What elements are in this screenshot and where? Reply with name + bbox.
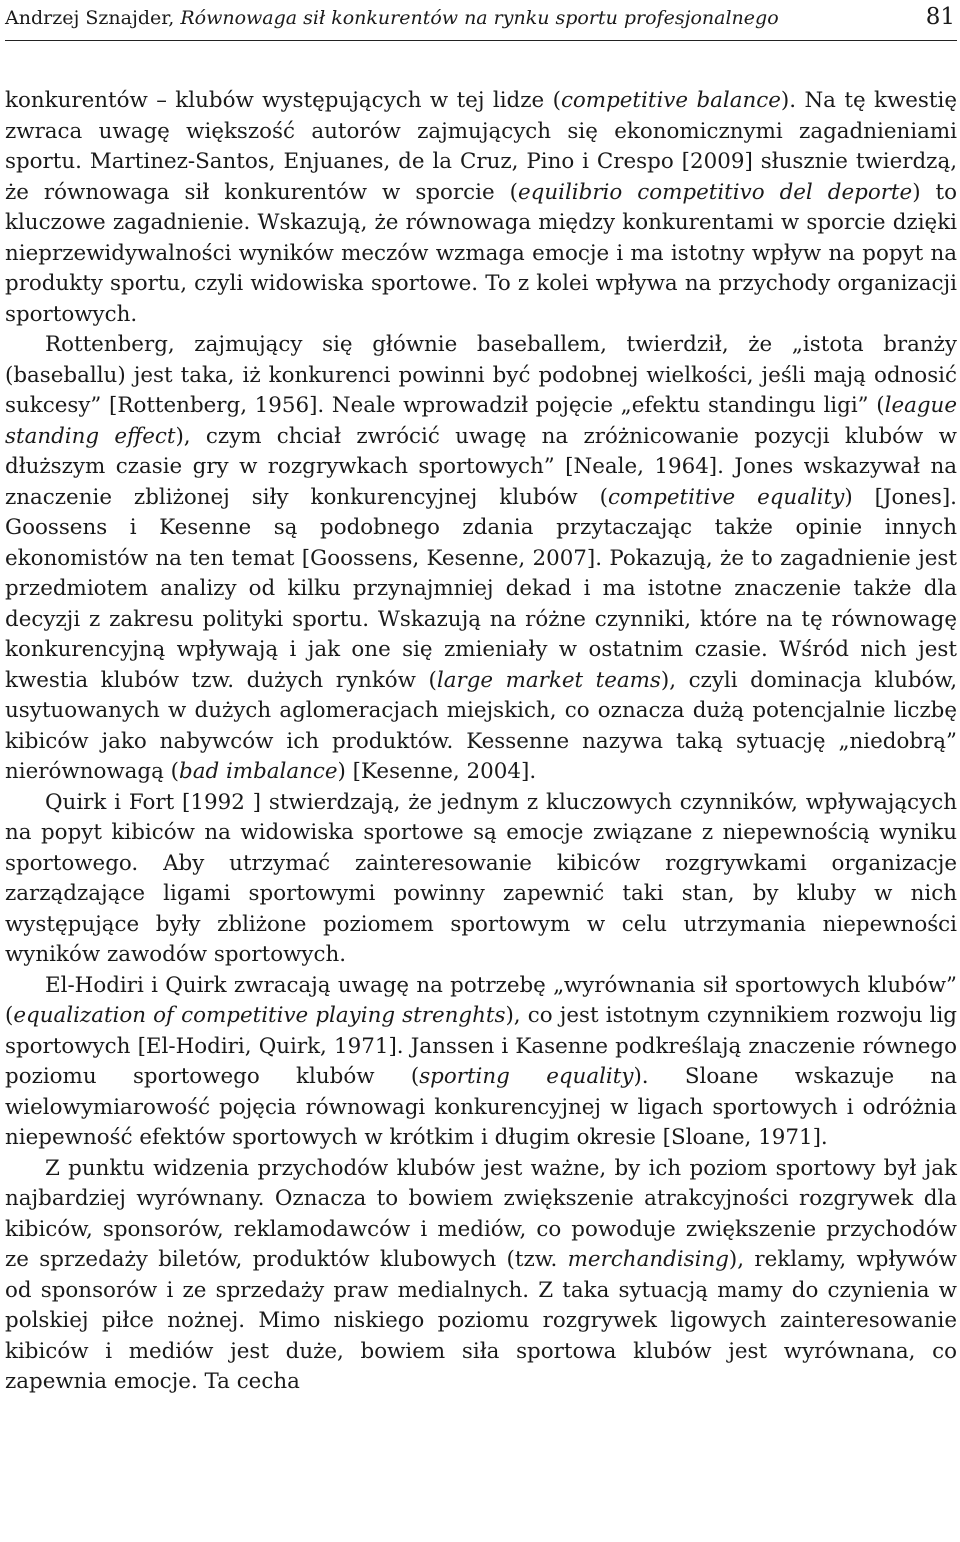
paragraph — [5, 86, 957, 330]
header-citation — [5, 3, 779, 33]
text-run: ), czym chciał zwrócić uwagę na zróżnicowanie pozycji klubów w dłuższym czasie gry w rozgrywkach sportowych” [Neale, 1964]. Jones wskazywał na znaczenie zbliżonej siły konkurencyjnej klubów ( — [5, 423, 957, 510]
italic-term: large market teams — [436, 667, 661, 693]
italic-term: equilibrio competitivo del deporte — [517, 179, 913, 205]
text-run: ) [Jones]. Goossens i Kesenne są podobnego zdania przytaczając także opinie innych ekonomistów na ten temat [Goossens, Kesenne, 2007]. Pokazują, że to zagadnienie jest przedmiotem analizy od kilku przynajmniej dekad i ma istotne znaczenie także dla decyzji z zakresu polityki sportu. Wskazują na różne czynniki, które na tę równowagę konkurencyjną wpływają i jak one się zmieniały w ostatnim czasie. Wśród nich jest kwestia klubów tzw. dużych rynków ( — [5, 484, 957, 693]
text-run: ) [Kesenne, 2004]. — [337, 759, 537, 784]
italic-term: competitive equality — [608, 484, 845, 510]
page-number: 81 — [925, 4, 955, 30]
text-run: Z punktu widzenia przychodów klubów jest ważne, by ich poziom sportowy był jak najbardziej wyrównany. Oznacza to bowiem zwiększenie atrakcyjności rozgrywek dla kibiców, sponsorów, reklamodawców i mediów, co powoduje zwiększenie przychodów ze sprzedaży biletów, produktów klubowych (tzw. — [5, 1155, 957, 1272]
text-run: Quirk i Fort [1992 ] stwierdzają, że jednym z kluczowych czynników, wpływających na popyt kibiców na widowiska sportowe są emocje związane z niepewnością wyniku sportowego. Aby utrzymać zainteresowanie kibiców rozgrywkami organizacje zarządzające ligami sportowymi powinny zapewnić taki stan, by kluby w nich występujące były zbliżone poziomem sportowym w celu utrzymania niepewności wyników zawodów sportowych. — [5, 789, 957, 967]
italic-term: league standing effect — [5, 393, 957, 449]
text-run: ), czyli dominacja klubów, usytuowanych w dużych aglomeracjach miejskich, co oznacza dużą potencjalnie liczbę kibiców jako nabywców ich produktów. Kessenne nazywa taką sytuację „niedobrą” nierównowagą ( — [5, 667, 957, 784]
text-run: ). Sloane wskazuje na wielowymiarowość pojęcia równowagi konkurencyjnej w ligach sportowych i odróżnia niepewność efektów sportowych w krótkim i długim okresie [Sloane, 1971]. — [5, 1064, 957, 1150]
text-run: Rottenberg, zajmujący się głównie baseballem, twierdził, że „istota branży (baseballu) jest taka, iż konkurenci powinni być podobnej wielkości, jeśli mają odnosić sukcesy” [Rottenberg, 1956]. Neale wprowadził pojęcie „efektu standingu ligi” ( — [5, 332, 957, 418]
paragraph — [5, 788, 957, 971]
italic-term: equalization of competitive playing strenghts — [13, 1003, 506, 1028]
text-run: El-Hodiri i Quirk zwracają uwagę na potrzebę „wyrównania sił sportowych klubów” ( — [5, 972, 957, 1028]
italic-term: competitive balance — [560, 88, 781, 113]
text-run: ) to kluczowe zagadnienie. Wskazują, że równowaga między konkurentami w sporcie dzięki nieprzewidywalności wyników meczów wzmaga emocje i ma istotny wpływ na popyt na produkty sportu, czyli widowiska sportowe. To z kolei wpływa na przychody organizacji sportowych. — [5, 179, 958, 327]
italic-term: bad imbalance — [179, 759, 338, 784]
text-run: ). Na tę kwestię zwraca uwagę większość autorów zajmujących się ekonomicznymi zagadnieniami sportu. Martinez-Santos, Enjuanes, de la Cruz, Pino i Crespo [2009] słusznie twierdzą, że równowaga sił konkurentów w sporcie ( — [5, 88, 958, 205]
document-page — [5, 0, 957, 1398]
text-run: ), reklamy, wpływów od sponsorów i ze sprzedaży praw medialnych. Z taka sytuacją mamy do czynienia w polskiej piłce nożnej. Mimo niskiego poziomu rozgrywek ligowych zainteresowanie kibiców i mediów jest duże, bowiem siła sportowa klubów jest wyrównana, co zapewnia emocje. Ta cecha — [5, 1247, 957, 1394]
header-author: Andrzej Sznajder, — [5, 7, 175, 29]
text-run: konkurentów – klubów występujących w tej lidze ( — [5, 88, 561, 113]
paragraph — [5, 1154, 957, 1398]
paragraph — [5, 971, 957, 1154]
paragraph — [5, 330, 957, 788]
body-text — [5, 86, 957, 1398]
italic-term: merchandising — [567, 1247, 729, 1272]
text-run: ), co jest istotnym czynnikiem rozwoju lig sportowych [El-Hodiri, Quirk, 1971]. Janssen i Kasenne podkreślają znaczenie równego poziomu sportowego klubów ( — [5, 1003, 957, 1089]
running-header — [5, 0, 957, 41]
italic-term: sporting equality — [419, 1064, 634, 1089]
header-title: Równowaga sił konkurentów na rynku sportu profesjonalnego — [180, 7, 779, 29]
